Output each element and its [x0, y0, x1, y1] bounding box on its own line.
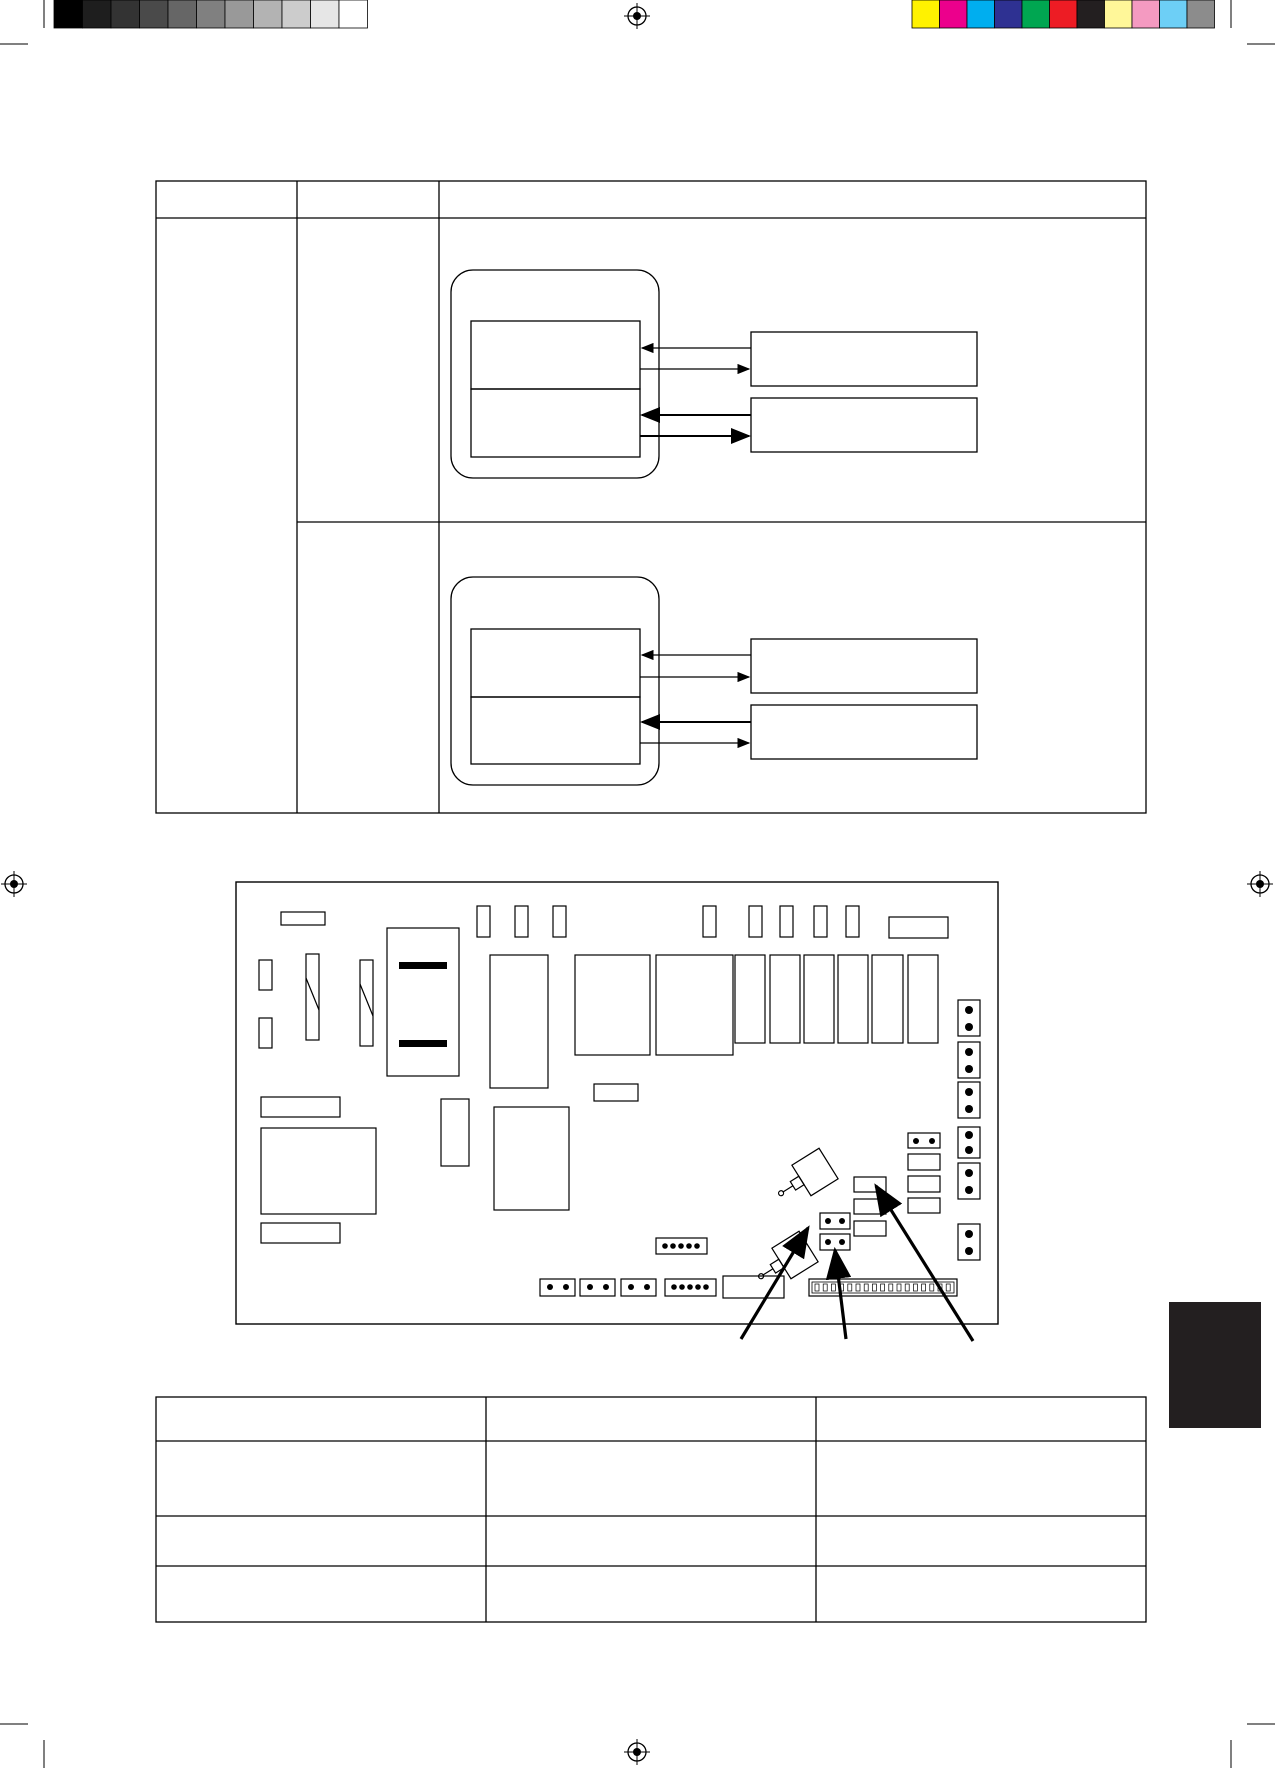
color-swatch	[1160, 0, 1188, 28]
header-pin	[922, 1284, 926, 1291]
header-pin	[856, 1284, 860, 1291]
registration-target-icon	[1, 871, 27, 897]
process-color-calibration-bar	[912, 0, 1215, 28]
color-swatch	[168, 0, 197, 28]
color-swatch	[912, 0, 940, 28]
header-pin	[864, 1284, 868, 1291]
pcb-board-diagram	[236, 882, 998, 1341]
header-pin	[905, 1284, 909, 1291]
header-pin	[831, 1284, 835, 1291]
color-swatch	[995, 0, 1023, 28]
header-pin	[913, 1284, 917, 1291]
header-pin	[815, 1284, 819, 1291]
color-swatch	[254, 0, 283, 28]
block-diagram-upper	[451, 270, 977, 478]
color-swatch	[1022, 0, 1050, 28]
color-swatch	[111, 0, 140, 28]
pin-header	[815, 1284, 950, 1291]
color-swatch	[311, 0, 340, 28]
header-pin	[930, 1284, 934, 1291]
color-swatch	[940, 0, 968, 28]
color-swatch	[54, 0, 83, 28]
header-pin	[881, 1284, 885, 1291]
color-swatch	[140, 0, 169, 28]
registration-target-icon	[1247, 871, 1273, 897]
color-swatch	[197, 0, 226, 28]
block-diagram-lower	[451, 577, 977, 785]
color-swatch	[1050, 0, 1078, 28]
header-pin	[872, 1284, 876, 1291]
header-pin	[897, 1284, 901, 1291]
registration-target-icon	[624, 1739, 650, 1765]
registration-target-icon	[624, 3, 650, 29]
color-swatch	[1077, 0, 1105, 28]
color-swatch	[967, 0, 995, 28]
color-swatch	[1187, 0, 1215, 28]
color-swatch	[1132, 0, 1160, 28]
grayscale-calibration-bar	[54, 0, 368, 28]
color-swatch	[339, 0, 368, 28]
section-tab-marker	[1169, 1302, 1261, 1428]
color-swatch	[282, 0, 311, 28]
settings-table	[156, 1397, 1146, 1622]
header-pin	[946, 1284, 950, 1291]
color-swatch	[1105, 0, 1133, 28]
header-pin	[889, 1284, 893, 1291]
header-pin	[823, 1284, 827, 1291]
color-swatch	[225, 0, 254, 28]
header-pin	[848, 1284, 852, 1291]
color-swatch	[83, 0, 112, 28]
